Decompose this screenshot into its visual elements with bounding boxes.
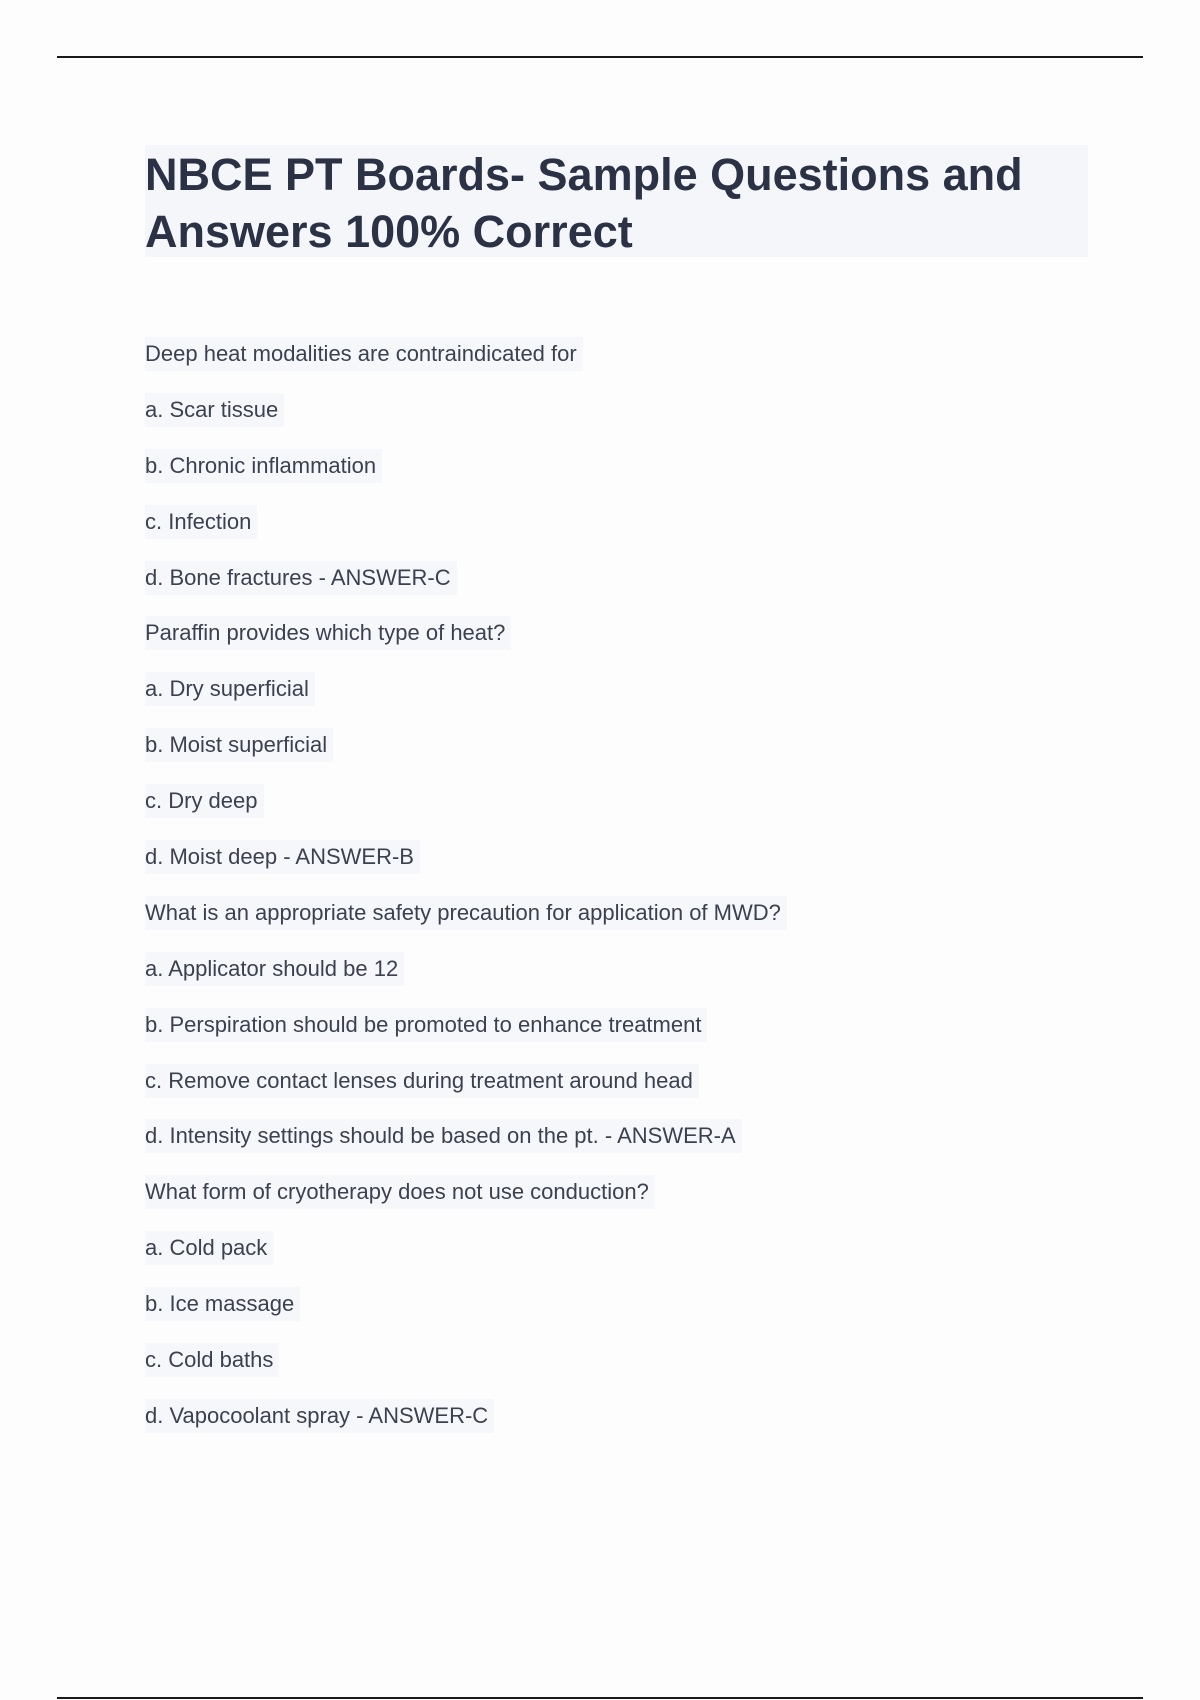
answer-option-with-key [145, 829, 1095, 885]
answer-option [145, 773, 1095, 829]
answer-option [145, 941, 1095, 997]
answer-option-label: c. Cold baths [145, 1343, 279, 1377]
footer-rule [57, 1697, 1143, 1699]
answer-option [145, 997, 1095, 1053]
answer-option-label: d. Bone fractures - ANSWER-C [145, 561, 457, 595]
answer-option-label: a. Cold pack [145, 1231, 273, 1265]
answer-option-label: d. Moist deep - ANSWER-B [145, 840, 420, 874]
question-list [145, 326, 1095, 1444]
question-text [145, 885, 1095, 941]
answer-option [145, 1053, 1095, 1109]
question-text [145, 605, 1095, 661]
answer-option [145, 494, 1095, 550]
answer-option-label: b. Perspiration should be promoted to enhance treatment [145, 1008, 707, 1042]
answer-option-label: d. Vapocoolant spray - ANSWER-C [145, 1399, 494, 1433]
answer-option-with-key [145, 1388, 1095, 1444]
header-rule [57, 56, 1143, 58]
answer-option-label: a. Dry superficial [145, 672, 315, 706]
answer-option-label: a. Scar tissue [145, 393, 284, 427]
question-text-label: Deep heat modalities are contraindicated for [145, 337, 583, 371]
answer-option [145, 1332, 1095, 1388]
answer-option [145, 717, 1095, 773]
answer-option-with-key [145, 1108, 1095, 1164]
answer-option-label: a. Applicator should be 12 [145, 952, 404, 986]
answer-option [145, 1276, 1095, 1332]
document-title: NBCE PT Boards- Sample Questions and Answers 100% Correct [145, 149, 1023, 257]
answer-option-label: c. Dry deep [145, 784, 264, 818]
answer-option [145, 1220, 1095, 1276]
answer-option-label: c. Infection [145, 505, 257, 539]
answer-option-label: b. Chronic inflammation [145, 449, 382, 483]
answer-option [145, 382, 1095, 438]
question-text [145, 326, 1095, 382]
question-text-label: What is an appropriate safety precaution for application of MWD? [145, 896, 787, 930]
question-text-label: Paraffin provides which type of heat? [145, 616, 511, 650]
answer-option [145, 438, 1095, 494]
answer-option-with-key [145, 550, 1095, 606]
answer-option [145, 661, 1095, 717]
question-text-label: What form of cryotherapy does not use conduction? [145, 1175, 655, 1209]
answer-option-label: b. Moist superficial [145, 728, 333, 762]
question-text [145, 1164, 1095, 1220]
answer-option-label: c. Remove contact lenses during treatment around head [145, 1064, 699, 1098]
answer-option-label: d. Intensity settings should be based on the pt. - ANSWER-A [145, 1119, 742, 1153]
answer-option-label: b. Ice massage [145, 1287, 300, 1321]
